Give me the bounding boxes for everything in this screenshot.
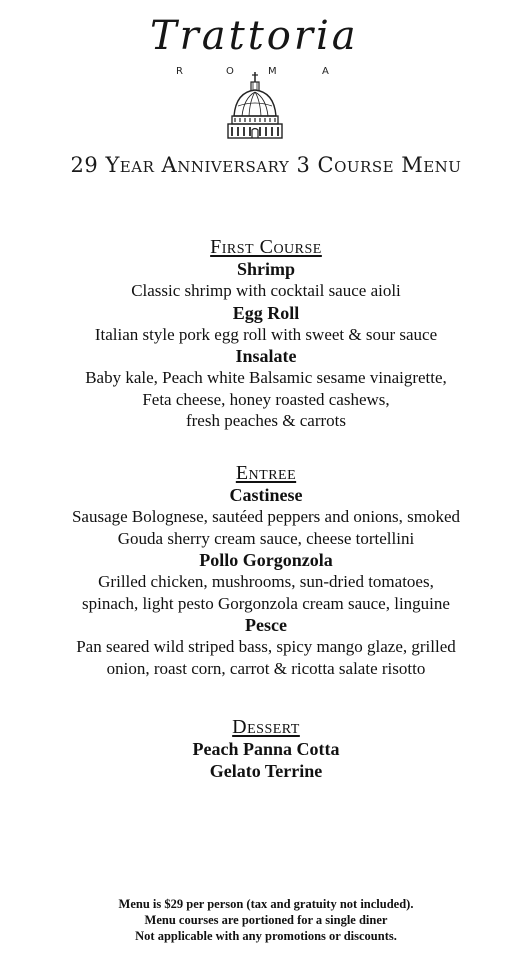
- logo-city-letter: M: [268, 66, 277, 77]
- logo-city-letter: A: [322, 66, 329, 77]
- footer-promo-note: Not applicable with any promotions or discounts.: [135, 929, 397, 943]
- dish-name: Pollo Gorgonzola: [199, 550, 333, 570]
- menu-title: 29 Year Anniversary 3 Course Menu: [70, 153, 462, 177]
- dish-name: Peach Panna Cotta: [192, 739, 340, 759]
- restaurant-logo: [0, 6, 532, 142]
- dish-description: Sausage Bolognese, sautéed peppers and onions, smoked Gouda sherry cream sauce, cheese tortellini: [71, 507, 461, 548]
- dish-item: [0, 484, 532, 549]
- section-heading: Dessert: [232, 716, 300, 738]
- logo-city-letter: O: [226, 66, 234, 77]
- dish-name: Shrimp: [236, 259, 296, 279]
- dish-name: Egg Roll: [232, 302, 300, 323]
- dish-item: [0, 258, 532, 302]
- logo-wordmark: Trattoria: [150, 13, 359, 59]
- dish-item: [0, 345, 532, 432]
- dish-item: [0, 738, 532, 760]
- dome-logo-icon: [224, 72, 284, 142]
- dish-name: Castinese: [229, 485, 303, 505]
- logo-city-letter: R: [176, 66, 183, 77]
- section-dessert: [0, 716, 532, 782]
- dish-description: Italian style pork egg roll with sweet & sour sauce: [94, 324, 438, 344]
- dish-item: [0, 302, 532, 346]
- dish-name: Gelato Terrine: [209, 761, 323, 781]
- footer-price-note: Menu is $29 per person (tax and gratuity not included).: [118, 897, 414, 911]
- menu-footer: [0, 896, 532, 944]
- section-entree: [0, 462, 532, 679]
- section-heading: First Course: [210, 236, 322, 258]
- section-first-course: [0, 236, 532, 432]
- dish-name: Pesce: [245, 615, 287, 635]
- dish-description: Classic shrimp with cocktail sauce aioli: [131, 281, 401, 300]
- dish-item: [0, 549, 532, 614]
- dish-item: [0, 614, 532, 679]
- dish-description: Baby kale, Peach white Balsamic sesame vinaigrette, Feta cheese, honey roasted cashews, fresh peaches & carrots: [85, 368, 447, 430]
- dish-description: Grilled chicken, mushrooms, sun-dried tomatoes, spinach, light pesto Gorgonzola cream sauce, linguine: [82, 572, 450, 613]
- dish-name: Insalate: [235, 346, 297, 366]
- section-heading: Entree: [235, 462, 297, 484]
- dish-description: Pan seared wild striped bass, spicy mango glaze, grilled onion, roast corn, carrot & ricotta salate risotto: [76, 637, 456, 678]
- dish-item: [0, 760, 532, 782]
- footer-portion-note: Menu courses are portioned for a single diner: [144, 913, 388, 927]
